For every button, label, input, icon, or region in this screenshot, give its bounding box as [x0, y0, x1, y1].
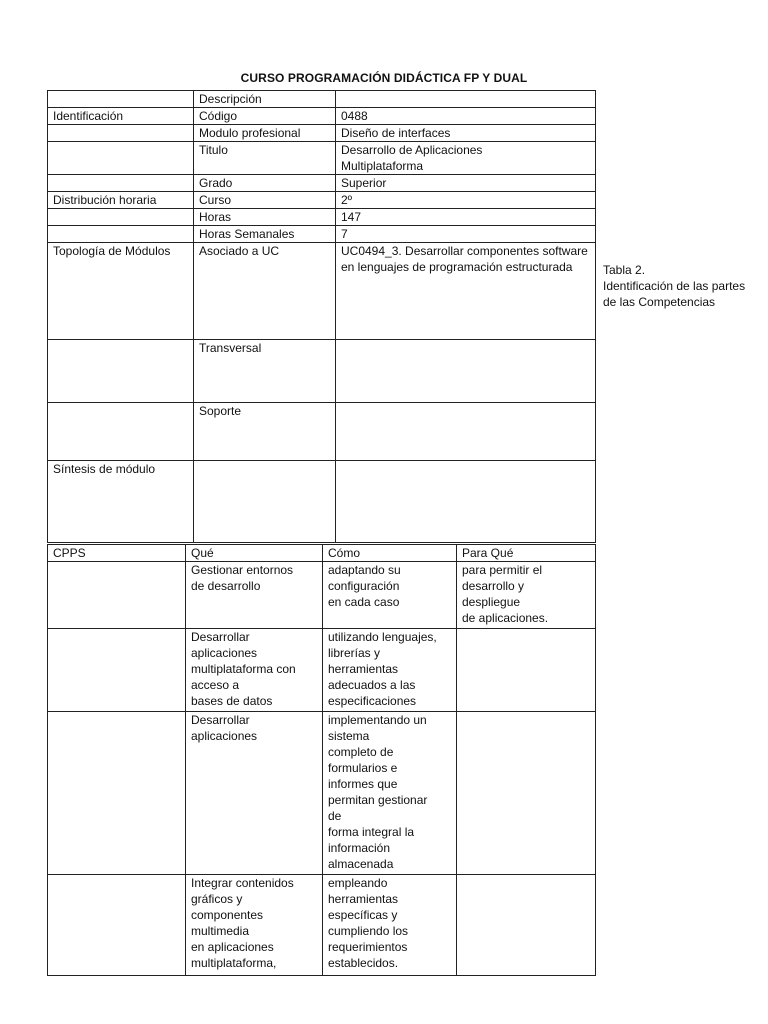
- como-cell: adaptando su configuración en cada caso: [323, 562, 457, 629]
- que-cell: Integrar contenidos gráficos y componentes multimedia en aplicaciones multiplataforma,: [186, 875, 323, 976]
- para-que-cell: [457, 712, 596, 875]
- row-section-cell: [48, 142, 194, 175]
- row-field-cell: Grado: [194, 175, 336, 192]
- row-field-cell: Asociado a UC: [194, 243, 336, 340]
- row-value-cell: [336, 91, 596, 108]
- competencias-header-row: [48, 545, 596, 562]
- como-cell: implementando un sistema completo de formularios e informes que permitan gestionar de forma integral la información almacenada: [323, 712, 457, 875]
- identification-row: [48, 340, 596, 403]
- cpps-cell: [48, 712, 186, 875]
- competencia-row: [48, 562, 596, 629]
- row-section-cell: [48, 226, 194, 243]
- row-value-cell: [336, 403, 596, 461]
- identification-row: [48, 192, 596, 209]
- identification-table: [47, 90, 596, 543]
- header-que: Qué: [186, 545, 323, 562]
- para-que-cell: [457, 629, 596, 712]
- identification-row: [48, 175, 596, 192]
- que-cell: Desarrollar aplicaciones multiplataforma con acceso a bases de datos: [186, 629, 323, 712]
- como-cell: empleando herramientas específicas y cumpliendo los requerimientos establecidos.: [323, 875, 457, 976]
- competencia-row: [48, 629, 596, 712]
- para-que-cell: para permitir el desarrollo y despliegue de aplicaciones.: [457, 562, 596, 629]
- row-value-cell: Superior: [336, 175, 596, 192]
- row-value-cell: [336, 461, 596, 543]
- para-que-cell: [457, 875, 596, 976]
- row-section-cell: [48, 403, 194, 461]
- row-value-cell: Diseño de interfaces: [336, 125, 596, 142]
- identification-row: [48, 125, 596, 142]
- row-section-cell: [48, 340, 194, 403]
- row-field-cell: Horas Semanales: [194, 226, 336, 243]
- row-value-cell: Desarrollo de Aplicaciones Multiplataforma: [336, 142, 596, 175]
- document-title: CURSO PROGRAMACIÓN DIDÁCTICA FP Y DUAL: [240, 71, 528, 85]
- row-section-cell: Síntesis de módulo: [48, 461, 194, 543]
- identification-row: [48, 243, 596, 340]
- row-field-cell: Soporte: [194, 403, 336, 461]
- que-cell: Desarrollar aplicaciones: [186, 712, 323, 875]
- row-field-cell: Titulo: [194, 142, 336, 175]
- cpps-cell: [48, 629, 186, 712]
- row-section-cell: Distribución horaria: [48, 192, 194, 209]
- competencias-table: [47, 544, 596, 976]
- row-section-cell: Identificación: [48, 108, 194, 125]
- identification-row: [48, 142, 596, 175]
- identification-row: [48, 226, 596, 243]
- identification-row: [48, 403, 596, 461]
- row-section-cell: [48, 209, 194, 226]
- row-value-cell: 2º: [336, 192, 596, 209]
- que-cell: Gestionar entornos de desarrollo: [186, 562, 323, 629]
- header-para-que: Para Qué: [457, 545, 596, 562]
- row-field-cell: Curso: [194, 192, 336, 209]
- row-section-cell: [48, 125, 194, 142]
- row-value-cell: UC0494_3. Desarrollar componentes software en lenguajes de programación estructurada: [336, 243, 596, 340]
- row-value-cell: 7: [336, 226, 596, 243]
- row-section-cell: [48, 91, 194, 108]
- row-field-cell: Modulo profesional: [194, 125, 336, 142]
- header-cpps: CPPS: [48, 545, 186, 562]
- identification-row: [48, 209, 596, 226]
- table-caption: Tabla 2. Identificación de las partes de las Competencias: [603, 263, 746, 309]
- row-field-cell: Horas: [194, 209, 336, 226]
- row-field-cell: Código: [194, 108, 336, 125]
- identification-row: [48, 108, 596, 125]
- row-field-cell: Descripción: [194, 91, 336, 108]
- cpps-cell: [48, 875, 186, 976]
- identification-row: [48, 461, 596, 543]
- row-section-cell: Topología de Módulos: [48, 243, 194, 340]
- row-value-cell: 147: [336, 209, 596, 226]
- competencia-row: [48, 875, 596, 976]
- header-como: Cómo: [323, 545, 457, 562]
- row-field-cell: Transversal: [194, 340, 336, 403]
- competencia-row: [48, 712, 596, 875]
- row-section-cell: [48, 175, 194, 192]
- cpps-cell: [48, 562, 186, 629]
- como-cell: utilizando lenguajes, librerías y herramientas adecuados a las especificaciones: [323, 629, 457, 712]
- row-value-cell: [336, 340, 596, 403]
- row-field-cell: [194, 461, 336, 543]
- identification-row: [48, 91, 596, 108]
- row-value-cell: 0488: [336, 108, 596, 125]
